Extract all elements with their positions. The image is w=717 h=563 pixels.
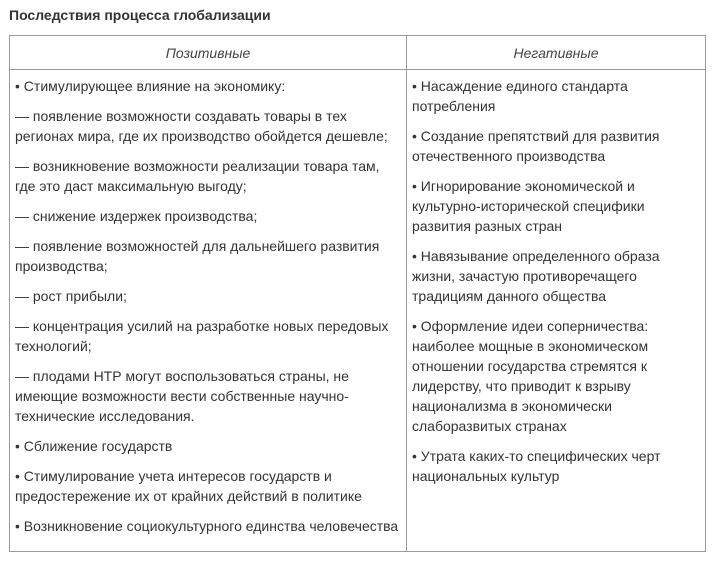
negative-list bbox=[407, 70, 705, 486]
positive-cell bbox=[10, 70, 407, 552]
list-item: — концентрация усилий на разработке новых передовых технологий; bbox=[15, 318, 389, 354]
list-item: — плодами НТР могут воспользоваться страны, не имеющие возможности вести собственные научно-технические исследования. bbox=[15, 368, 349, 424]
page-title: Последствия процесса глобализации bbox=[9, 7, 271, 23]
list-item: • Стимулирующее влияние на экономику: bbox=[15, 78, 286, 94]
list-item: • Возникновение социокультурного единства человечества bbox=[15, 518, 399, 534]
list-item: • Сближение государств bbox=[15, 438, 173, 454]
positive-list bbox=[10, 70, 406, 536]
list-item: • Оформление идеи соперничества: наиболее мощные в экономическом отношении государства стремятся к лидерству, что приводит к взрыву национализма в экономически слаборазвитых странах bbox=[412, 318, 649, 434]
list-item: • Насаждение единого стандарта потребления bbox=[412, 78, 628, 114]
list-item: — рост прибыли; bbox=[15, 288, 127, 304]
negative-cell bbox=[407, 70, 706, 552]
header-negative: Негативные bbox=[407, 36, 706, 70]
list-item: — возникновение возможности реализации товара там, где это даст максимальную выгоду; bbox=[15, 158, 380, 194]
list-item: • Навязывание определенного образа жизни, зачастую противоречащего традициям данного общества bbox=[412, 248, 660, 304]
list-item: — появление возможности создавать товары в тех регионах мира, где их производство обойдется дешевле; bbox=[15, 108, 388, 144]
table-row bbox=[10, 70, 706, 552]
list-item: • Стимулирование учета интересов государств и предостережение их от крайних действий в политике bbox=[15, 468, 362, 504]
list-item: — снижение издержек производства; bbox=[15, 208, 258, 224]
list-item: • Утрата каких-то специфических черт национальных культур bbox=[412, 448, 661, 484]
list-item: — появление возможностей для дальнейшего развития производства; bbox=[15, 238, 380, 274]
list-item: • Игнорирование экономической и культурно-исторической специфики развития разных стран bbox=[412, 178, 645, 234]
list-item: • Создание препятствий для развития отечественного производства bbox=[412, 128, 660, 164]
table-header-row bbox=[10, 36, 706, 70]
globalization-table bbox=[9, 35, 706, 552]
header-positive: Позитивные bbox=[10, 36, 407, 70]
